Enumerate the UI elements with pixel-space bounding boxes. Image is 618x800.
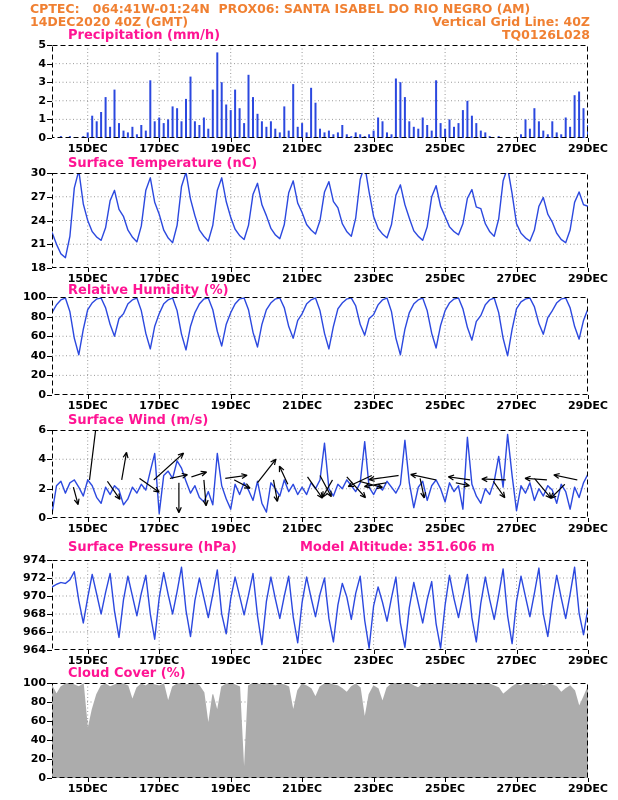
wind-xtick-label: 19DEC: [210, 522, 251, 535]
wind-chart: [52, 430, 588, 518]
temperature-xtick-label: 17DEC: [139, 272, 180, 285]
pressure-ytick-label: 964: [23, 643, 46, 656]
cloud-xtick-label: 17DEC: [139, 782, 180, 795]
y-tick-mark: [47, 560, 52, 561]
y-tick-mark: [47, 614, 52, 615]
precipitation-ytick-label: 2: [38, 93, 46, 107]
y-tick-mark: [47, 459, 52, 460]
y-tick-mark: [47, 244, 52, 245]
x-tick-mark: [445, 395, 446, 399]
y-tick-mark: [47, 45, 52, 46]
x-tick-mark: [374, 395, 375, 399]
x-tick-mark: [231, 138, 232, 142]
humidity-chart: [52, 297, 588, 395]
precipitation-chart: [52, 45, 588, 138]
y-tick-mark: [47, 596, 52, 597]
temperature-xtick-label: 27DEC: [496, 272, 537, 285]
y-tick-mark: [47, 119, 52, 120]
x-tick-mark: [88, 395, 89, 399]
humidity-xtick-label: 15DEC: [67, 399, 108, 412]
humidity-xtick-label: 23DEC: [353, 399, 394, 412]
pressure-ytick-label: 966: [23, 625, 46, 638]
temperature-xtick-label: 23DEC: [353, 272, 394, 285]
humidity-title: Relative Humidity (%): [68, 283, 229, 298]
header-grid-line-label: Vertical Grid Line: 40Z: [432, 14, 590, 29]
x-tick-mark: [517, 395, 518, 399]
pressure-ytick-label: 972: [23, 571, 46, 584]
wind-ytick-label: 6: [38, 423, 46, 436]
x-tick-mark: [374, 138, 375, 142]
temperature-xtick-label: 21DEC: [282, 272, 323, 285]
header-date-line: 14DEC2020 40Z (GMT): [30, 14, 189, 29]
wind-xtick-label: 15DEC: [67, 522, 108, 535]
wind-ytick-label: 4: [38, 452, 46, 466]
pressure-xtick-label: 29DEC: [567, 654, 609, 667]
cloud-xtick-label: 21DEC: [282, 782, 323, 795]
cloud-xtick-label: 29DEC: [567, 782, 609, 795]
precipitation-ytick-label: 0: [38, 131, 46, 144]
wind-ytick-label: 0: [38, 511, 46, 524]
x-tick-mark: [88, 268, 89, 272]
pressure-ytick-label: 970: [23, 589, 46, 602]
x-tick-mark: [374, 650, 375, 654]
x-tick-mark: [374, 778, 375, 782]
x-tick-mark: [302, 518, 303, 522]
pressure-xtick-label: 25DEC: [425, 654, 466, 667]
precipitation-xtick-label: 27DEC: [496, 142, 537, 155]
x-tick-mark: [231, 778, 232, 782]
x-tick-mark: [302, 138, 303, 142]
precipitation-xtick-label: 29DEC: [567, 142, 609, 155]
pressure-xtick-label: 15DEC: [67, 654, 108, 667]
x-tick-mark: [588, 650, 589, 654]
model-altitude-label: Model Altitude: 351.606 m: [300, 540, 495, 555]
x-tick-mark: [159, 138, 160, 142]
x-tick-mark: [374, 518, 375, 522]
y-tick-mark: [47, 721, 52, 722]
x-tick-mark: [445, 518, 446, 522]
humidity-xtick-label: 21DEC: [282, 399, 323, 412]
cloud-chart: [52, 683, 588, 778]
y-tick-mark: [47, 138, 52, 139]
x-tick-mark: [374, 268, 375, 272]
temperature-svg: [52, 173, 588, 268]
wind-xtick-label: 17DEC: [139, 522, 180, 535]
y-tick-mark: [47, 297, 52, 298]
x-tick-mark: [588, 778, 589, 782]
x-tick-mark: [517, 650, 518, 654]
temperature-ytick-label: 18: [30, 261, 46, 274]
y-tick-mark: [47, 82, 52, 83]
precipitation-xtick-label: 15DEC: [67, 142, 108, 155]
y-tick-mark: [47, 740, 52, 741]
wind-xtick-label: 27DEC: [496, 522, 537, 535]
cloud-ytick-label: 100: [23, 676, 46, 689]
cloud-xtick-label: 19DEC: [210, 782, 251, 795]
precipitation-ytick-label: 4: [38, 56, 46, 70]
y-tick-mark: [47, 778, 52, 779]
x-tick-mark: [302, 778, 303, 782]
y-tick-mark: [47, 430, 52, 431]
precipitation-ytick-label: 3: [38, 75, 46, 89]
precipitation-xtick-label: 25DEC: [425, 142, 466, 155]
cloud-xtick-label: 15DEC: [67, 782, 108, 795]
precipitation-xtick-label: 23DEC: [353, 142, 394, 155]
x-tick-mark: [231, 518, 232, 522]
pressure-xtick-label: 19DEC: [210, 654, 251, 667]
x-tick-mark: [588, 518, 589, 522]
y-tick-mark: [47, 268, 52, 269]
x-tick-mark: [445, 650, 446, 654]
humidity-ytick-label: 20: [30, 368, 46, 382]
y-tick-mark: [47, 375, 52, 376]
precipitation-ytick-label: 1: [38, 112, 46, 126]
pressure-xtick-label: 23DEC: [353, 654, 394, 667]
y-tick-mark: [47, 650, 52, 651]
header-run-id: TQ0126L028: [501, 27, 590, 42]
x-tick-mark: [517, 268, 518, 272]
wind-xtick-label: 21DEC: [282, 522, 323, 535]
y-tick-mark: [47, 578, 52, 579]
pressure-xtick-label: 17DEC: [139, 654, 180, 667]
cloud-svg: [52, 683, 588, 778]
humidity-ytick-label: 80: [30, 309, 46, 323]
x-tick-mark: [88, 138, 89, 142]
precipitation-xtick-label: 19DEC: [210, 142, 251, 155]
x-tick-mark: [159, 395, 160, 399]
x-tick-mark: [588, 268, 589, 272]
y-tick-mark: [47, 489, 52, 490]
humidity-svg: [52, 297, 588, 395]
x-tick-mark: [517, 778, 518, 782]
temperature-xtick-label: 29DEC: [567, 272, 609, 285]
cloud-title: Cloud Cover (%): [68, 666, 186, 681]
y-tick-mark: [47, 702, 52, 703]
wind-xtick-label: 23DEC: [353, 522, 394, 535]
pressure-ytick-label: 974: [23, 553, 46, 566]
precipitation-title: Precipitation (mm/h): [68, 28, 221, 43]
x-tick-mark: [588, 138, 589, 142]
cloud-ytick-label: 80: [30, 695, 46, 708]
humidity-ytick-label: 40: [30, 348, 46, 362]
y-tick-mark: [47, 395, 52, 396]
cloud-xtick-label: 27DEC: [496, 782, 537, 795]
x-tick-mark: [159, 778, 160, 782]
cloud-xtick-label: 25DEC: [425, 782, 466, 795]
temperature-ytick-label: 21: [30, 237, 46, 251]
cloud-xtick-label: 23DEC: [353, 782, 394, 795]
humidity-xtick-label: 25DEC: [425, 399, 466, 412]
x-tick-mark: [231, 650, 232, 654]
x-tick-mark: [88, 650, 89, 654]
x-tick-mark: [231, 395, 232, 399]
x-tick-mark: [445, 778, 446, 782]
x-tick-mark: [159, 650, 160, 654]
x-tick-mark: [445, 268, 446, 272]
y-tick-mark: [47, 759, 52, 760]
x-tick-mark: [302, 395, 303, 399]
precipitation-ytick-label: 5: [38, 38, 46, 51]
temperature-ytick-label: 27: [30, 189, 46, 203]
temperature-xtick-label: 25DEC: [425, 272, 466, 285]
y-tick-mark: [47, 221, 52, 222]
y-tick-mark: [47, 518, 52, 519]
pressure-chart: [52, 560, 588, 650]
cloud-ytick-label: 40: [30, 733, 46, 746]
precipitation-xtick-label: 21DEC: [282, 142, 323, 155]
y-tick-mark: [47, 197, 52, 198]
x-tick-mark: [517, 518, 518, 522]
x-tick-mark: [159, 518, 160, 522]
wind-svg: [52, 430, 588, 518]
pressure-svg: [52, 560, 588, 650]
humidity-xtick-label: 27DEC: [496, 399, 537, 412]
humidity-ytick-label: 100: [23, 290, 46, 303]
pressure-xtick-label: 27DEC: [496, 654, 537, 667]
temperature-ytick-label: 30: [30, 166, 46, 179]
pressure-ytick-label: 968: [23, 607, 46, 620]
temperature-title: Surface Temperature (nC): [68, 156, 258, 171]
wind-ytick-label: 2: [38, 481, 46, 495]
wind-title: Surface Wind (m/s): [68, 413, 209, 428]
x-tick-mark: [88, 518, 89, 522]
humidity-xtick-label: 17DEC: [139, 399, 180, 412]
x-tick-mark: [588, 395, 589, 399]
x-tick-mark: [517, 138, 518, 142]
y-tick-mark: [47, 101, 52, 102]
humidity-ytick-label: 60: [30, 329, 46, 343]
x-tick-mark: [302, 650, 303, 654]
wind-xtick-label: 25DEC: [425, 522, 466, 535]
y-tick-mark: [47, 317, 52, 318]
y-tick-mark: [47, 173, 52, 174]
wind-xtick-label: 29DEC: [567, 522, 609, 535]
humidity-xtick-label: 19DEC: [210, 399, 251, 412]
temperature-chart: [52, 173, 588, 268]
precipitation-xtick-label: 17DEC: [139, 142, 180, 155]
temperature-ytick-label: 24: [30, 213, 46, 227]
x-tick-mark: [302, 268, 303, 272]
pressure-title: Surface Pressure (hPa): [68, 540, 237, 555]
y-tick-mark: [47, 64, 52, 65]
x-tick-mark: [231, 268, 232, 272]
x-tick-mark: [88, 778, 89, 782]
humidity-xtick-label: 29DEC: [567, 399, 609, 412]
cloud-ytick-label: 20: [30, 752, 46, 765]
header-station-line: CPTEC: 064:41W-01:24N PROX06: SANTA ISABEL DO RIO NEGRO (AM): [30, 1, 531, 16]
humidity-ytick-label: 0: [38, 388, 46, 401]
cloud-ytick-label: 0: [38, 771, 46, 784]
y-tick-mark: [47, 336, 52, 337]
x-tick-mark: [445, 138, 446, 142]
x-tick-mark: [159, 268, 160, 272]
cloud-ytick-label: 60: [30, 714, 46, 727]
temperature-xtick-label: 15DEC: [67, 272, 108, 285]
y-tick-mark: [47, 356, 52, 357]
pressure-xtick-label: 21DEC: [282, 654, 323, 667]
y-tick-mark: [47, 632, 52, 633]
precipitation-svg: [52, 45, 588, 138]
temperature-xtick-label: 19DEC: [210, 272, 251, 285]
y-tick-mark: [47, 683, 52, 684]
